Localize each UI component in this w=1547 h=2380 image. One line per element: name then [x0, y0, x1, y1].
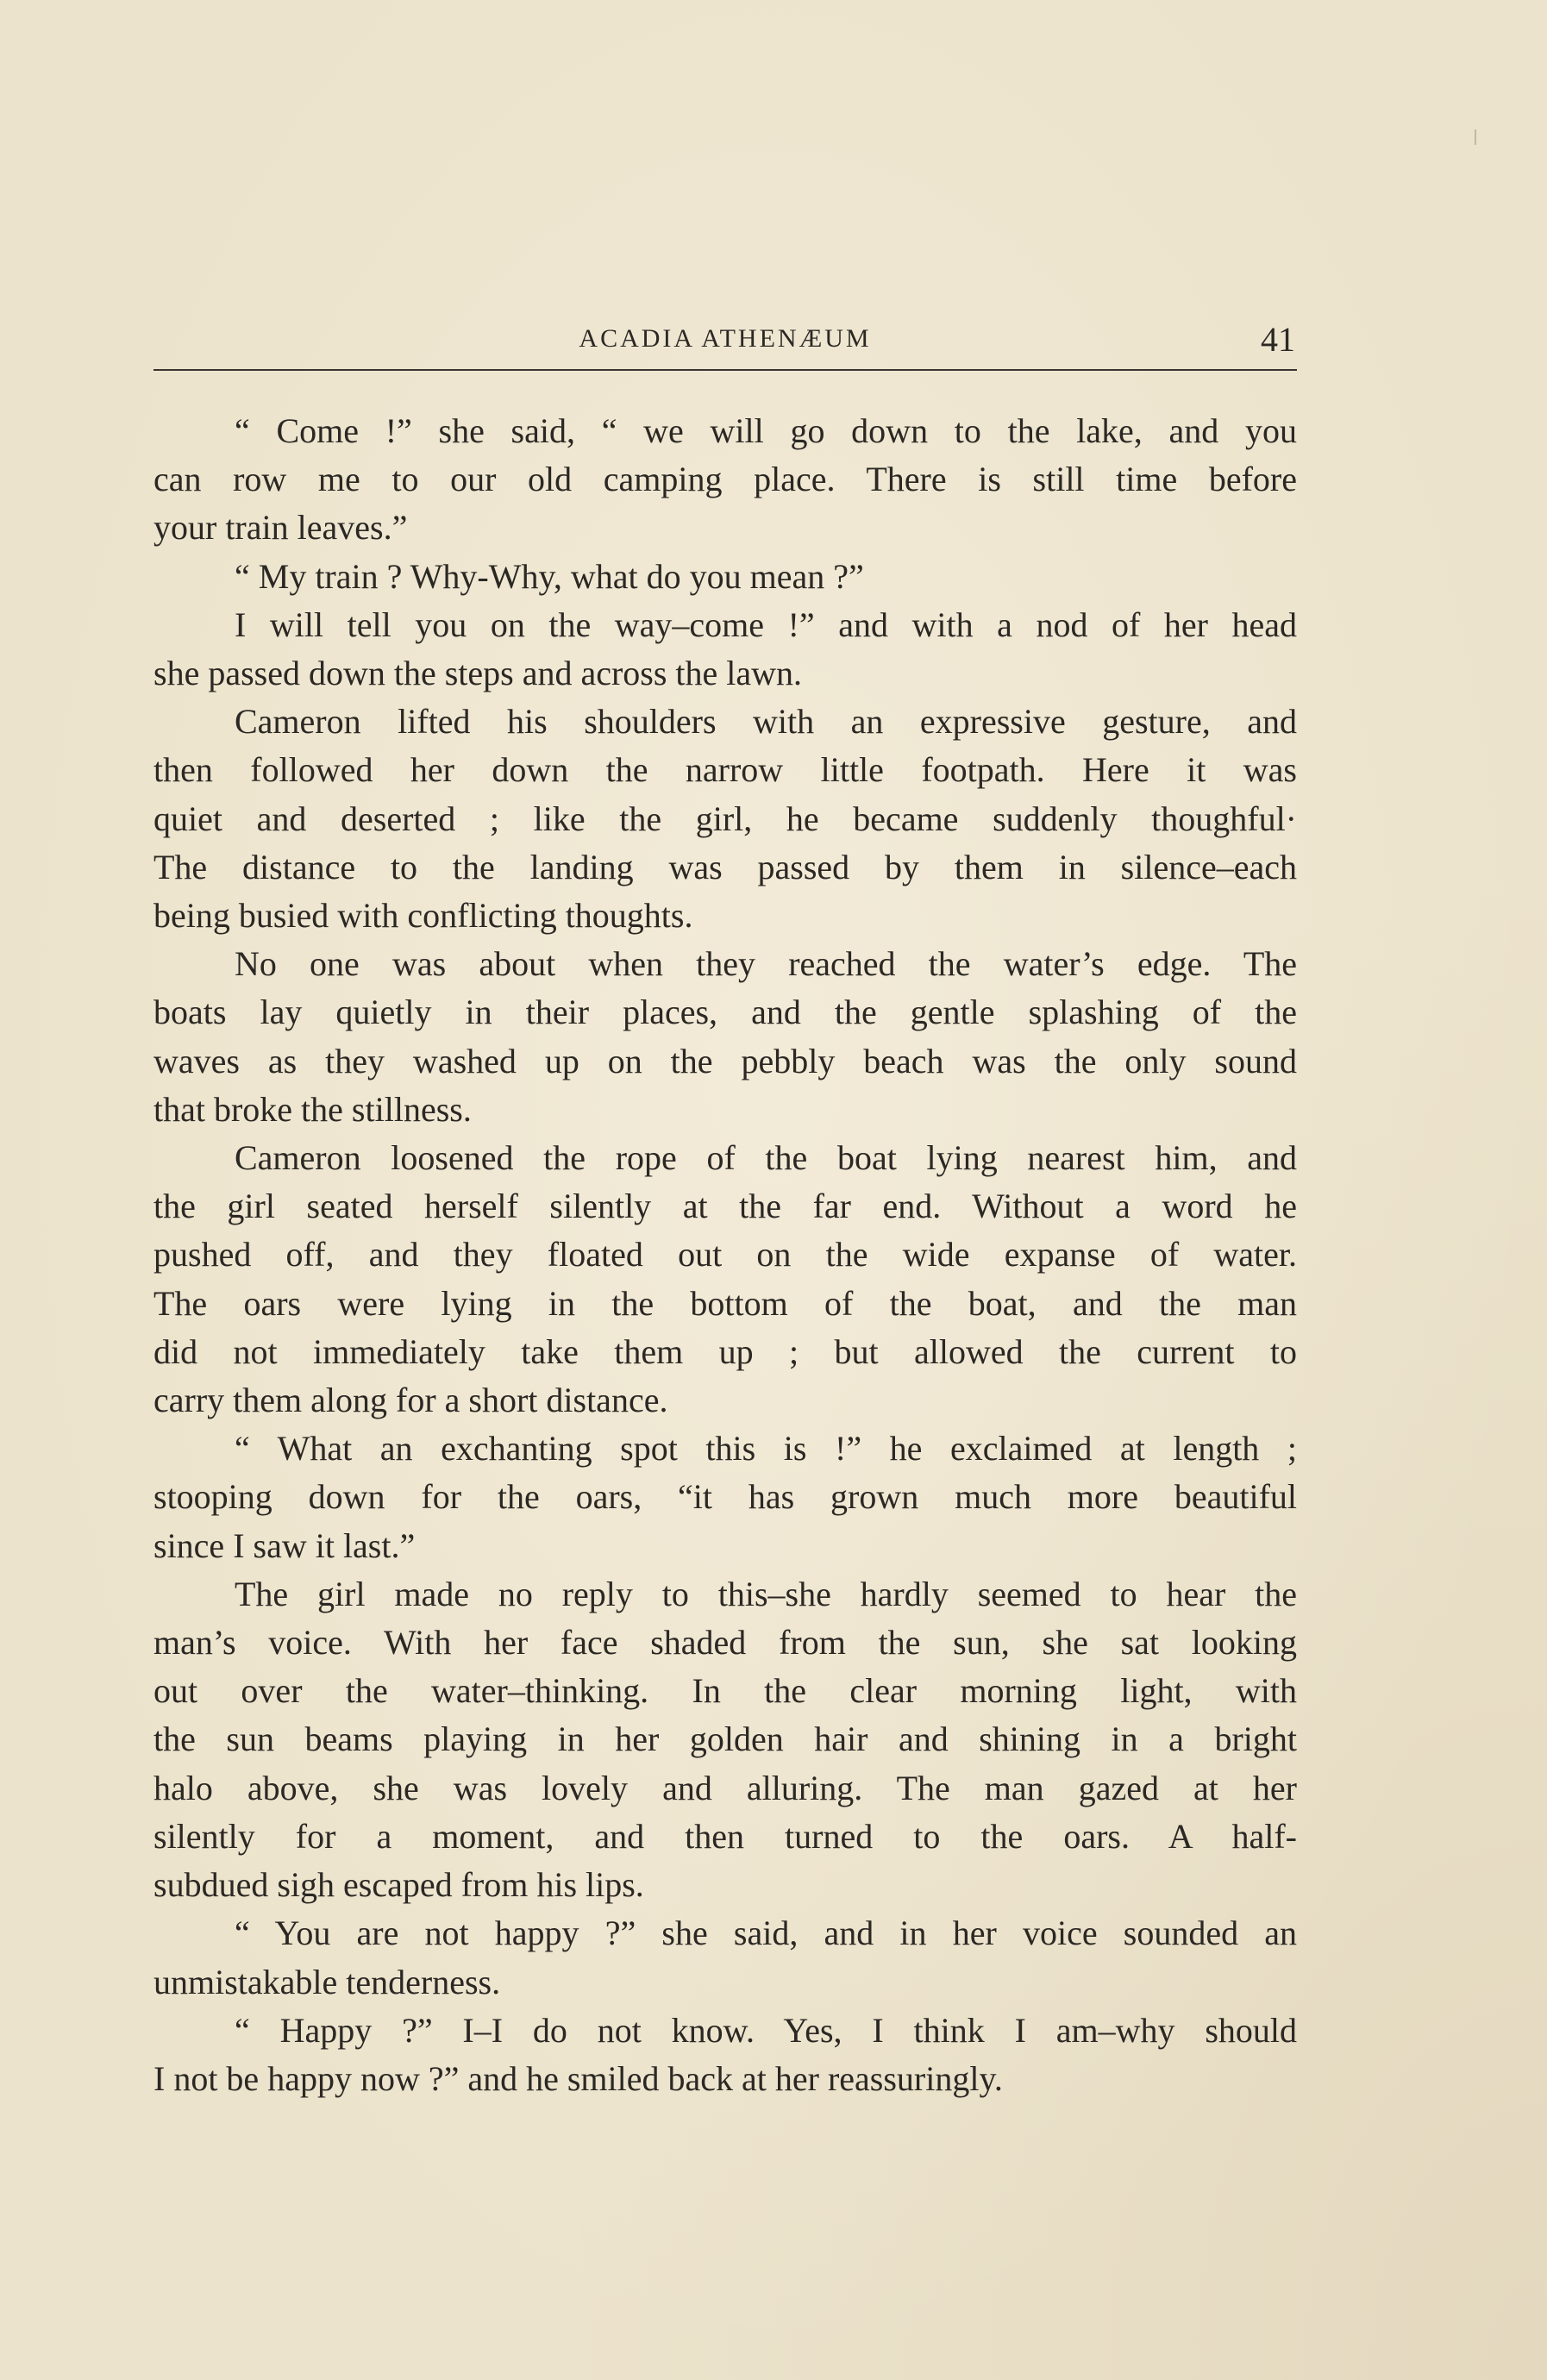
text-line: carry them along for a short distance. [153, 1381, 668, 1420]
paragraph [153, 698, 1297, 940]
text-line: your train leaves.” [153, 508, 408, 548]
text-line: No one was about when they reached the water’s edge. The [235, 944, 1297, 984]
text-line: then followed her down the narrow little footpath. Here it was [153, 750, 1297, 790]
page-number: 41 [1261, 320, 1295, 359]
text-line: can row me to our old camping place. There is still time before [153, 460, 1297, 499]
paragraph [153, 1570, 1297, 1909]
body-text [153, 407, 1297, 2103]
text-line: subdued sigh escaped from his lips. [153, 1865, 644, 1905]
text-line: “ Happy ?” I–I do not know. Yes, I think I am–why should [235, 2010, 1297, 2050]
text-line: stooping down for the oars, “it has grown much more beautiful [153, 1477, 1297, 1517]
text-line: unmistakable tenderness. [153, 1962, 501, 2001]
text-line: I will tell you on the way–come !” and with a nod of her head [235, 604, 1297, 644]
text-line: being busied with conflicting thoughts. [153, 896, 693, 936]
text-line: the girl seated herself silently at the far end. Without a word he [153, 1187, 1297, 1226]
text-line: silently for a moment, and then turned to the oars. A half- [153, 1816, 1297, 1856]
paragraph [153, 1909, 1297, 2006]
text-line: “ What an exchanting spot this is !” he exclaimed at length ; [235, 1429, 1297, 1469]
text-line: halo above, she was lovely and alluring. The man gazed at her [153, 1768, 1297, 1807]
text-line: the sun beams playing in her golden hair and shining in a bright [153, 1719, 1297, 1759]
text-line: “ You are not happy ?” she said, and in her voice sounded an [235, 1913, 1297, 1953]
running-head [153, 319, 1297, 371]
paragraph [153, 601, 1297, 698]
paragraph [153, 2007, 1297, 2103]
paragraph [153, 940, 1297, 1134]
text-line: boats lay quietly in their places, and the gentle splashing of the [153, 993, 1297, 1032]
text-line: Cameron loosened the rope of the boat lying nearest him, and [235, 1138, 1297, 1178]
text-line: The distance to the landing was passed by them in silence–each [153, 847, 1297, 886]
text-line: quiet and deserted ; like the girl, he became suddenly thoughful· [153, 799, 1297, 838]
paragraph [153, 1425, 1297, 1570]
text-line: did not immediately take them up ; but allowed the current to [153, 1331, 1297, 1371]
text-line: “ My train ? Why-Why, what do you mean ?” [235, 556, 864, 596]
text-line: pushed off, and they floated out on the wide expanse of water. [153, 1235, 1297, 1275]
text-line: since I saw it last.” [153, 1525, 416, 1565]
running-title: ACADIA ATHENÆUM [579, 324, 872, 353]
text-line: out over the water–thinking. In the clear morning light, with [153, 1671, 1297, 1711]
text-line: I not be happy now ?” and he smiled back at her reassuringly. [153, 2058, 1003, 2098]
text-line: The oars were lying in the bottom of the boat, and the man [153, 1283, 1297, 1323]
text-line: she passed down the steps and across the lawn. [153, 654, 803, 693]
text-line: “ Come !” she said, “ we will go down to the lake, and you [235, 411, 1297, 450]
paragraph [153, 407, 1297, 553]
page-blemish [1475, 129, 1476, 145]
text-line: The girl made no reply to this–she hardly seemed to hear the [235, 1574, 1297, 1613]
paragraph [153, 1134, 1297, 1425]
text-line: waves as they washed up on the pebbly beach was the only sound [153, 1041, 1297, 1080]
text-line: man’s voice. With her face shaded from the sun, she sat looking [153, 1623, 1297, 1663]
text-line: that broke the stillness. [153, 1089, 472, 1129]
paragraph [153, 553, 1297, 601]
text-line: Cameron lifted his shoulders with an expressive gesture, and [235, 702, 1297, 742]
header-rule [153, 369, 1297, 371]
